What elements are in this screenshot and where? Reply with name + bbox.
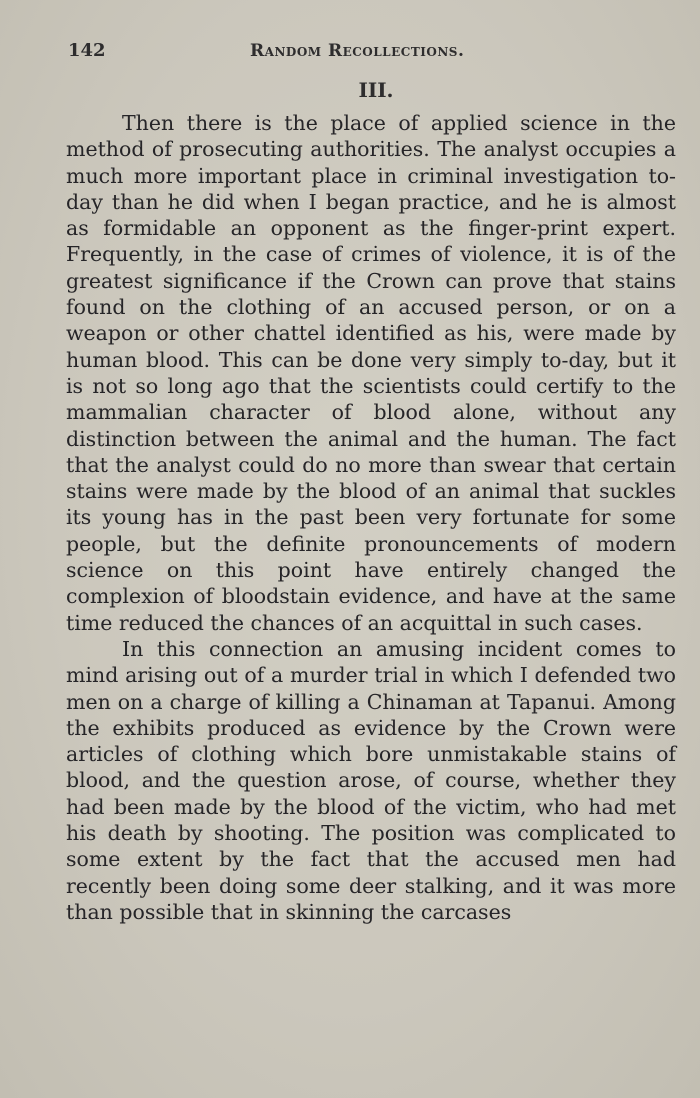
paragraph-2: In this connection an amusing incident comes to mind arising out of a murder trial in which I defended two men on a charge of killing a Chinaman at Tapanui. Among the exhibits produced as evidence by the Crown were articles of clothing which bore unmistakable stains of blood, and the question arose, of course, whether they had been made by the blood of the victim, who had met his death by shooting. The position was complicated to some extent by the fact that the accused men had recently been doing some deer stalking, and it was more than possible that in skinning the carcases [66,636,676,924]
section-heading: III. [358,78,394,102]
running-head [68,40,680,66]
page-number: 142 [68,40,106,61]
paragraph-1: Then there is the place of applied science in the method of prosecuting authorities. The analyst occupies a much more important place in criminal investigation to-day than he did when I began practice, and he is almost as formidable an opponent as the finger-print expert. Frequently, in the case of crimes of violence, it is of the greatest significance if the Crown can prove that stains found on the clothing of an accused person, or on a weapon or other chattel identified as his, were made by human blood. This can be done very simply to-day, but it is not so long ago that the scientists could certify to the mammalian character of blood alone, without any distinction between the animal and the human. The fact that the analyst could do no more than swear that certain stains were made by the blood of an animal that suckles its young has in the past been very fortunate for some people, but the definite pronouncements of modern science on this point have entirely changed the complexion of bloodstain evidence, and have at the same time reduced the chances of an acquittal in such cases. [66,111,676,635]
running-title: Random Recollections. [250,41,465,61]
body-text [66,110,676,925]
